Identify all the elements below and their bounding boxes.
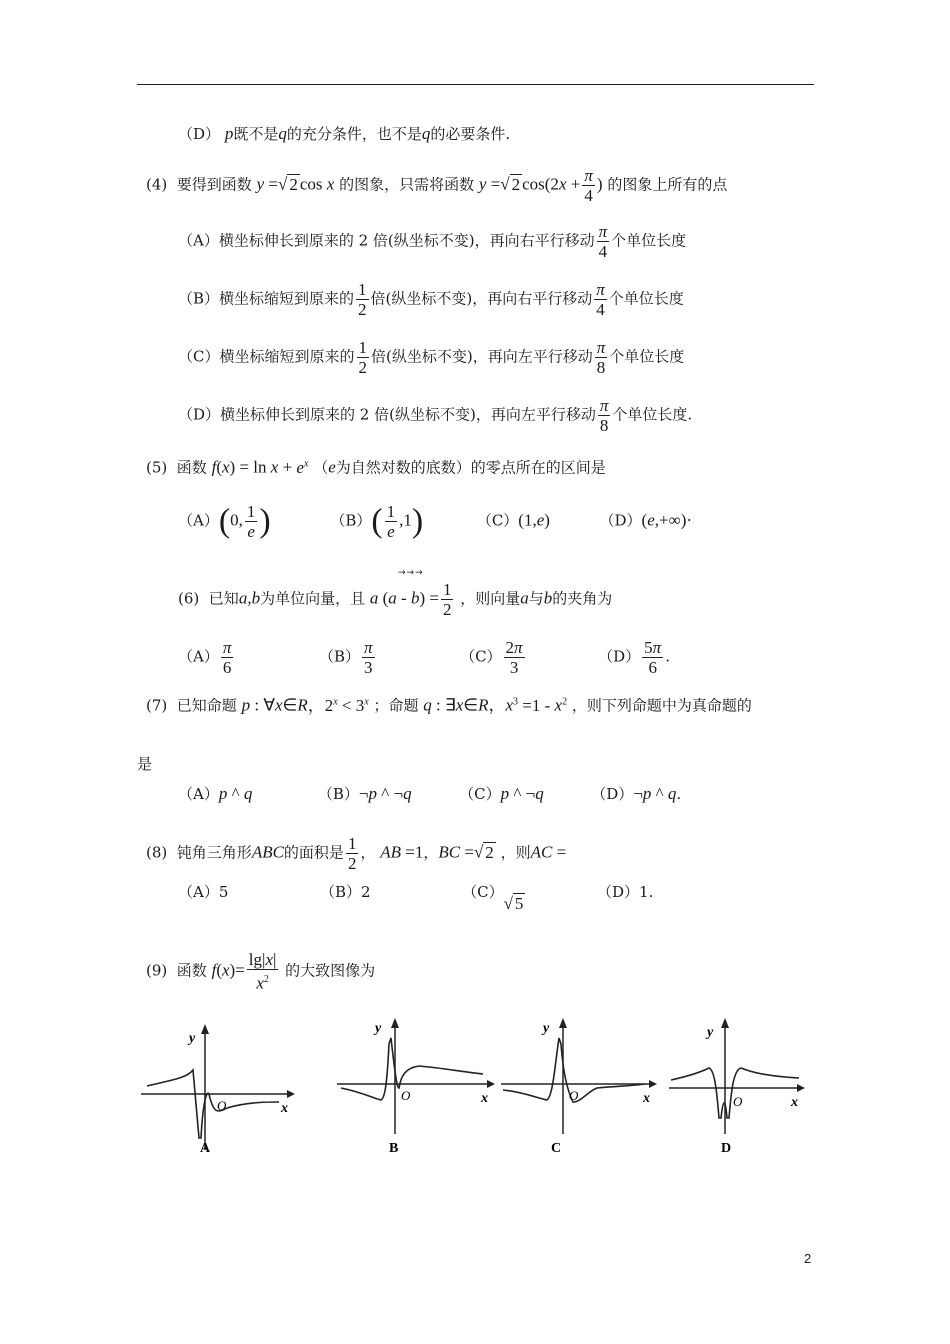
- q7-stem: (7) 已知命题 p : ∀x∈R，$2^x < 3^x$ ；命题 q : ∃x∈R，$x^3 =1 - x^2$ ，则下列命题中为真命题的: [146, 695, 752, 715]
- graph-c: [497, 1014, 657, 1158]
- svg-text:y: y: [707, 1025, 714, 1040]
- graph-a: [137, 1020, 297, 1160]
- q4-option-c: （C）横坐标缩短到原来的 $\frac{1}{2}$ 倍(纵坐标不变)，再向左平行移动 $\frac{\pi}{8}$ 个单位长度: [178, 338, 685, 377]
- graph-b: [333, 1014, 498, 1158]
- svg-text:B: B: [389, 1141, 399, 1156]
- svg-text:x: x: [281, 1101, 288, 1116]
- svg-text:D: D: [721, 1141, 732, 1156]
- q8-stem: (8) 钝角三角形ABC的面积是 $\frac{1}{2}$ ， AB =1，BC =√ 2 ，则AC =: [146, 834, 567, 873]
- svg-text:O: O: [733, 1094, 743, 1109]
- svg-text:O: O: [217, 1098, 227, 1113]
- header-rule: [137, 84, 814, 85]
- q5-options: （A）(0, $\frac{1}{e}$ ) （B）( $\frac{1}{e}$ ,1) （C）(1,e) （D）(e,+∞)·: [178, 502, 693, 541]
- q4-option-b: （B）横坐标缩短到原来的 $\frac{1}{2}$ 倍(纵坐标不变)，再向右平行移动 $\frac{\pi}{4}$ 个单位长度: [178, 280, 684, 319]
- q4-option-d: （D）横坐标伸长到原来的 2 倍(纵坐标不变)，再向左平行移动 $\frac{\pi}{8}$ 个单位长度.: [178, 396, 693, 435]
- svg-text:C: C: [551, 1141, 562, 1156]
- q4-option-a: （A）横坐标伸长到原来的 2 倍(纵坐标不变)，再向右平行移动 $\frac{\pi}{4}$ 个单位长度: [178, 222, 687, 261]
- svg-text:y: y: [375, 1021, 382, 1036]
- page-number: 2: [804, 1251, 812, 1266]
- q7-stem-cont: 是: [137, 755, 153, 773]
- q3-option-d: （D） p既不是q的充分条件，也不是q的必要条件.: [178, 124, 511, 143]
- svg-text:x: x: [791, 1095, 798, 1110]
- svg-text:x: x: [481, 1091, 488, 1106]
- graph-d: [665, 1014, 815, 1158]
- svg-text:O: O: [569, 1088, 579, 1103]
- vector-arrows: →→→: [398, 568, 424, 578]
- svg-text:A: A: [200, 1141, 211, 1156]
- svg-text:y: y: [543, 1021, 550, 1036]
- q7-options: （A）p ^ q （B）¬p ^ ¬q （C）p ^ ¬q （D）¬p ^ q.: [178, 784, 682, 803]
- q4-stem: (4) 要得到函数 y =√ 2 cos x 的图象，只需将函数 y =√ 2 cos(2x + $\frac{\pi}{4}$ ) 的图象上所有的点: [146, 166, 728, 205]
- q6-stem: (6) 已知a,b为单位向量，且 a (a - b) = $\frac{1}{2}$ ，则向量a与b的夹角为: [178, 580, 613, 619]
- q8-options: （A）5 （B）2 （C）√ 5 （D）1.: [178, 883, 654, 913]
- svg-text:y: y: [189, 1031, 196, 1046]
- q5-stem: (5) 函数 $f(x) = \ln x + e^x$ （e为自然对数的底数）的零点所在的区间是: [146, 457, 606, 477]
- q9-stem: (9) 函数 f(x)= $\frac{\lg|x|}{x^2}$ 的大致图像为: [146, 950, 376, 993]
- svg-text:O: O: [401, 1088, 411, 1103]
- q6-options: （A） $\frac{\pi}{6}$ （B） $\frac{\pi}{3}$ （C） $\frac{2\pi}{3}$ （D） $\frac{5\pi}{6}$ .: [178, 638, 670, 677]
- svg-text:x: x: [643, 1091, 650, 1106]
